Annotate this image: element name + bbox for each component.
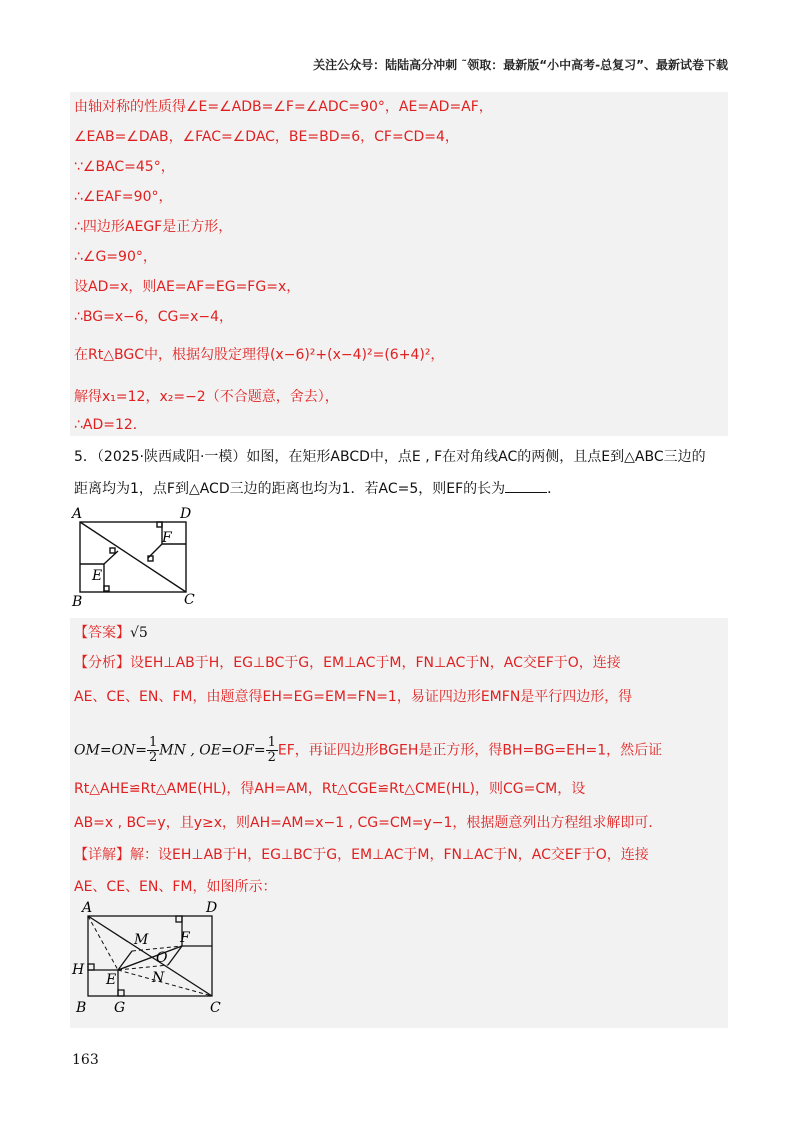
analysis-text-3c: EF，再证四边形BGEH是正方形，得BH=BG=EH=1，然后证 <box>277 742 663 759</box>
f-corner-mark <box>176 916 182 922</box>
analysis-line-2: AE、CE、EN、FM，由题意得EH=EG=EM=FN=1，易证四边形EMFN是平行四边形，得 <box>74 689 633 705</box>
frac-1-num: 1 <box>149 735 158 750</box>
detail-line-1 <box>74 844 649 866</box>
analysis-label: 【分析】 <box>74 655 130 671</box>
figure-2-rectangle <box>68 898 238 1022</box>
page-header: 关注公众号：陆陆高分冲刺 ˜领取：最新版“小中高考-总复习”、最新试卷下载 <box>313 58 728 72</box>
frac-2-den: 2 <box>267 750 276 765</box>
analysis-line-3 <box>74 736 662 765</box>
solution-line-10: 解得x₁=12，x₂=−2（不合题意，舍去）， <box>74 389 339 405</box>
detail-text-1: 解：设EH⊥AB于H，EG⊥BC于G，EM⊥AC于M，FN⊥AC于N，AC交EF于O，连接 <box>130 847 649 863</box>
answer-line <box>74 622 148 644</box>
label2-M: M <box>134 932 149 948</box>
question-line-1: 5．（2025·陕西咸阳·一模）如图，在矩形ABCD中，点E , F在对角线AC的两侧，且点E到△ABC三边的 <box>74 449 706 465</box>
fraction-half-2 <box>266 736 278 765</box>
label-C: C <box>184 592 195 608</box>
fraction-half-1 <box>147 736 159 765</box>
dashed-ce <box>118 970 212 996</box>
analysis-text-3a: OM=ON= <box>74 742 148 759</box>
solution-line-4: ∴∠EAF=90°， <box>74 189 173 205</box>
label-F: F <box>162 530 172 546</box>
solution-line-1: 由轴对称的性质得∠E=∠ADB=∠F=∠ADC=90°，AE=AD=AF， <box>74 99 493 115</box>
g-corner-mark <box>118 990 124 996</box>
h-corner-mark <box>88 964 94 970</box>
dashed-ae <box>88 916 118 970</box>
label2-D: D <box>206 900 218 916</box>
solution-line-5: ∴四边形AEGF是正方形， <box>74 219 233 235</box>
answer-label: 【答案】 <box>74 625 130 641</box>
solution-line-11: ∴AD=12． <box>74 417 147 433</box>
solution-line-7: 设AD=x，则AE=AF=EG=FG=x， <box>74 279 301 295</box>
label2-F: F <box>180 930 190 946</box>
answer-blank <box>505 478 547 493</box>
solution-line-9: 在Rt△BGC中，根据勾股定理得(x−6)²+(x−4)²=(6+4)²， <box>74 347 445 363</box>
label-A: A <box>72 506 83 522</box>
analysis-text-3b: MN , OE=OF= <box>159 742 266 759</box>
question-line-2-text: 距离均为1，点F到△ACD三边的距离也均为1．若AC=5，则EF的长为 <box>74 481 506 497</box>
analysis-line-5: AB=x , BC=y，且y≥x，则AH=AM=x−1 , CG=CM=y−1，根据题意列出方程组求解即可． <box>74 815 663 831</box>
solution-line-6: ∴∠G=90°， <box>74 249 157 265</box>
frac-2-num: 1 <box>267 735 276 750</box>
e-right-angle <box>110 548 115 553</box>
figure-1-rectangle <box>66 504 206 608</box>
solution-line-3: ∵∠BAC=45°， <box>74 159 175 175</box>
question-line-2 <box>74 478 561 500</box>
detail-label: 【详解】 <box>74 847 130 863</box>
page-number: 163 <box>72 1052 99 1068</box>
label2-N: N <box>152 970 165 986</box>
label2-B: B <box>76 1000 87 1016</box>
analysis-line-4: Rt△AHE≌Rt△AME(HL)，得AH=AM，Rt△CGE≌Rt△CME(HL)，则CG=CM，设 <box>74 781 586 797</box>
label2-G: G <box>114 1000 126 1016</box>
label-E: E <box>92 568 103 584</box>
label-D: D <box>180 506 192 522</box>
analysis-text-1: 设EH⊥AB于H，EG⊥BC于G，EM⊥AC于M，FN⊥AC于N，AC交EF于O，连接 <box>130 655 621 671</box>
label2-H: H <box>72 962 85 978</box>
answer-value: √5 <box>130 625 148 641</box>
label-B: B <box>72 594 83 608</box>
solution-line-8: ∴BG=x−6，CG=x−4， <box>74 309 234 325</box>
e-foot-angle <box>104 586 109 591</box>
frac-1-den: 2 <box>149 750 158 765</box>
f-foot-angle <box>157 522 162 527</box>
label2-C: C <box>210 1000 221 1016</box>
label2-E: E <box>106 972 117 988</box>
solution-line-2: ∠EAB=∠DAB，∠FAC=∠DAC，BE=BD=6，CF=CD=4， <box>74 129 459 145</box>
label2-O: O <box>156 950 168 966</box>
label2-A: A <box>82 900 93 916</box>
analysis-line-1 <box>74 652 621 674</box>
question-line-2-end: ． <box>547 481 562 497</box>
detail-line-2: AE、CE、EN、FM，如图所示： <box>74 879 277 895</box>
